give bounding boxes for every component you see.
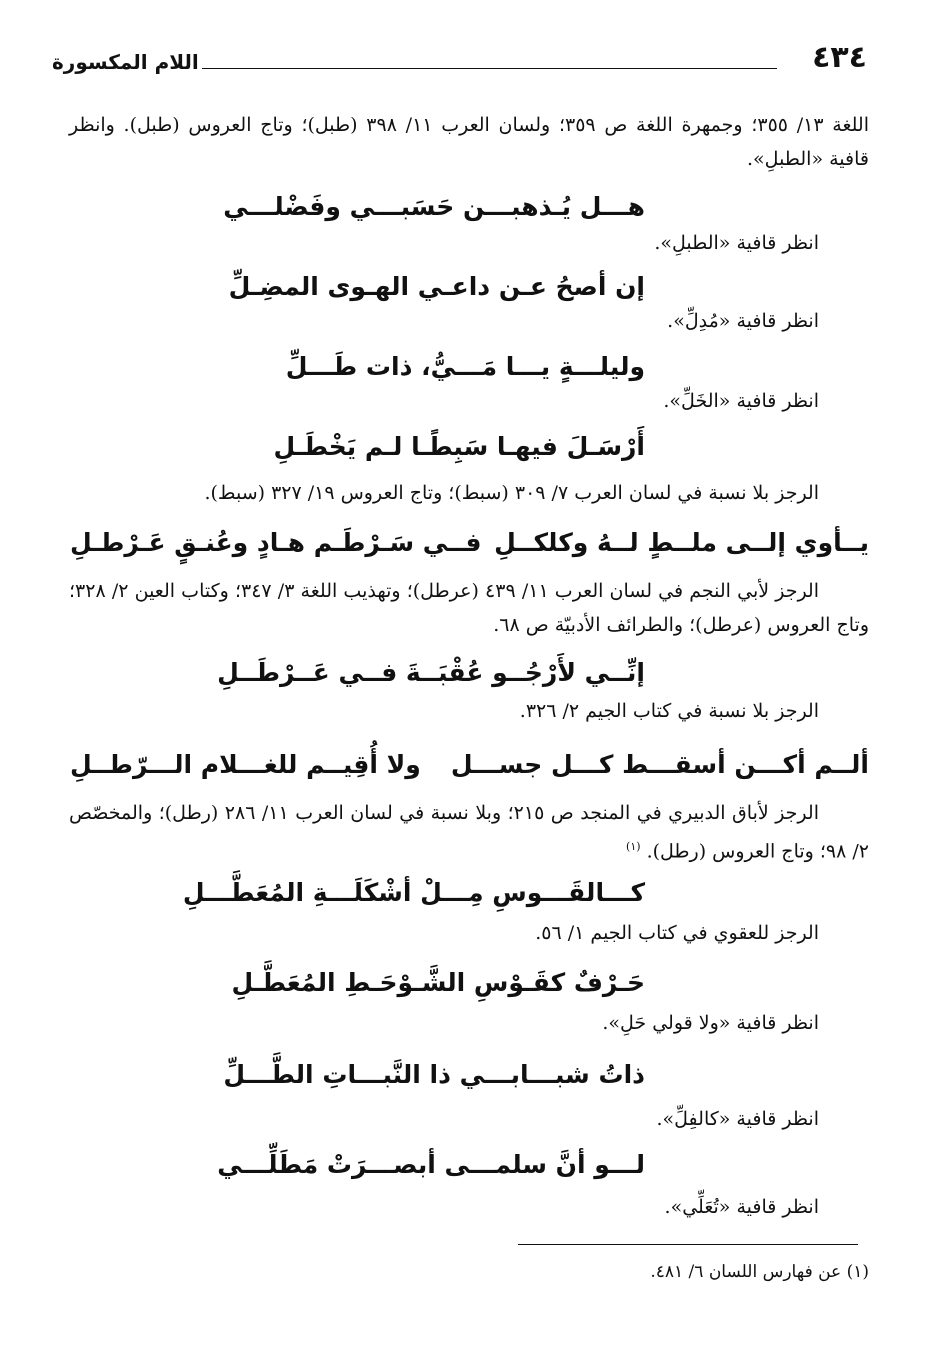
header-rule [202, 68, 777, 69]
verse-first-hemistich: يــأوي إلــى ملــطٍ لــهُ وكلكــلِ [494, 528, 869, 557]
verse-second-hemistich: فــي سَـرْطَـم هـادٍ وعُنـقٍ عَـرْطـلِ [70, 528, 482, 557]
footnote: (١) عن فهارس اللسان ٦/ ٤٨١. [650, 1262, 869, 1282]
verse-second-hemistich: ولا أُقِيــم للغـــلام الـــرّطــلِ [70, 750, 421, 779]
verse-line: إن أصحُ عـن داعـي الهـوى المضِـلِّ [228, 272, 645, 301]
cross-reference-note: انظر قافية «كالفِلِّ». [656, 1108, 819, 1130]
source-paragraph [69, 796, 869, 868]
cross-reference-note: انظر قافية «الخَلِّ». [663, 390, 819, 412]
source-note: الرجز للعقوي في كتاب الجيم ١/ ٥٦. [535, 922, 819, 944]
cross-reference-note: انظر قافية «تُعَلِّي». [664, 1196, 819, 1218]
verse-line: حَـرْفٌ كقَـوْسِ الشَّـوْحَـطِ المُعَطَّـلِ [231, 968, 645, 997]
page-number: ٤٣٤ [812, 40, 867, 75]
page-header [52, 40, 867, 80]
citation-paragraph: اللغة ١٣/ ٣٥٥؛ وجمهرة اللغة ص ٣٥٩؛ ولسان العرب ١١/ ٣٩٨ (طبل)؛ وتاج العروس (طبل). وانظر قافية «الطبلِ». [69, 114, 869, 170]
cross-reference-note: انظر قافية «مُدِلِّ». [667, 310, 819, 332]
verse-line: إنِّــي لأَرْجُــو عُقْبَــةَ فــي عَــرْطَــلِ [217, 658, 645, 687]
verse-line: ذاتُ شبـــابـــي ذا النَّبـــاتِ الطَّـــلِّ [223, 1060, 645, 1089]
verse-line: لـــو أنَّ سلمـــى أبصـــرَتْ مَطَلِّـــي [217, 1150, 645, 1179]
cross-reference-note: انظر قافية «ولا قولي حَلِ». [602, 1012, 819, 1034]
source-note: الرجز بلا نسبة في كتاب الجيم ٢/ ٣٢٦. [519, 700, 819, 722]
footnote-marker: (١) [626, 840, 641, 853]
footnote-rule [518, 1244, 858, 1245]
verse-first-hemistich: ألــم أكـــن أسقـــط كـــل جســـل [450, 750, 869, 779]
source-note: الرجز بلا نسبة في لسان العرب ٧/ ٣٠٩ (سبط)؛ وتاج العروس ١٩/ ٣٢٧ (سبط). [204, 482, 819, 504]
verse-line: أَرْسَـلَ فيهـا سَبِطًـا لـم يَخْطَـلِ [273, 432, 645, 461]
verse-line: كـــالقَـــوسِ مِـــلْ أشْكَلَـــةِ المُعَطَّـــلِ [182, 878, 645, 907]
source-paragraph: الرجز لأبي النجم في لسان العرب ١١/ ٤٣٩ (عرطل)؛ وتهذيب اللغة ٣/ ٣٤٧؛ وكتاب العين ٢/ ٣٢٨؛ وتاج العروس (عرطل)؛ والطرائف الأدبيّة ص ٦٨. [69, 580, 869, 636]
verse-line: وليلـــةٍ يـــا مَـــيُّ، ذات طَـــلِّ [285, 352, 645, 381]
running-title: اللام المكسورة [52, 50, 199, 74]
cross-reference-note: انظر قافية «الطبلِ». [654, 232, 819, 254]
verse-line: هـــل يُـذهبـــن حَسَبـــي وفَضْلـــي [223, 192, 645, 221]
source-paragraph-text: الرجز لأباق الدبيري في المنجد ص ٢١٥؛ وبلا نسبة في لسان العرب ١١/ ٢٨٦ (رطل)؛ والمخصّص ٢/ ٩٨؛ وتاج العروس (رطل). [69, 802, 869, 863]
